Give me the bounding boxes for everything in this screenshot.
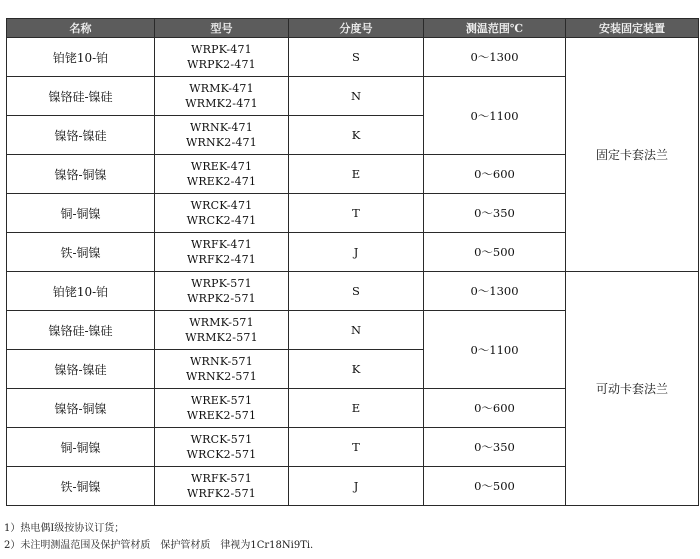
cell-name: 铜-铜镍 bbox=[7, 428, 155, 467]
cell-graduation: E bbox=[289, 389, 424, 428]
cell-mounting: 可动卡套法兰 bbox=[566, 272, 699, 506]
model-line: WREK2-571 bbox=[186, 409, 257, 422]
header-name: 名称 bbox=[7, 19, 155, 38]
model-line: WRPK2-471 bbox=[187, 58, 256, 71]
cell-name: 铁-铜镍 bbox=[7, 233, 155, 272]
model-line: WRNK-471 bbox=[190, 121, 253, 134]
model-line: WRMK2-471 bbox=[185, 97, 258, 110]
model-line: WREK-471 bbox=[190, 160, 253, 173]
table-row bbox=[7, 38, 699, 77]
model-line: WRCK2-571 bbox=[186, 448, 257, 461]
model-line: WRNK2-571 bbox=[186, 370, 257, 383]
cell-range: 0～350 bbox=[424, 428, 566, 467]
model-line: WRMK-571 bbox=[189, 316, 254, 329]
cell-name: 镍铬硅-镍硅 bbox=[7, 311, 155, 350]
cell-range: 0～600 bbox=[424, 389, 566, 428]
footnotes bbox=[4, 520, 313, 554]
cell-model bbox=[155, 38, 289, 77]
model-line: WRPK-471 bbox=[191, 43, 252, 56]
cell-name: 铁-铜镍 bbox=[7, 467, 155, 506]
cell-graduation: S bbox=[289, 272, 424, 311]
table-header-row bbox=[7, 19, 699, 38]
cell-mounting: 固定卡套法兰 bbox=[566, 38, 699, 272]
footnote-1: 1）热电偶I级按协议订货； bbox=[4, 523, 125, 534]
cell-graduation: N bbox=[289, 77, 424, 116]
model-line: WRFK-571 bbox=[191, 472, 252, 485]
cell-model bbox=[155, 350, 289, 389]
cell-graduation: S bbox=[289, 38, 424, 77]
cell-model bbox=[155, 116, 289, 155]
model-line: WRCK2-471 bbox=[186, 214, 257, 227]
cell-name: 铂铑10-铂 bbox=[7, 272, 155, 311]
cell-name: 镍铬硅-镍硅 bbox=[7, 77, 155, 116]
table-row bbox=[7, 272, 699, 311]
cell-name: 铜-铜镍 bbox=[7, 194, 155, 233]
cell-name: 铂铑10-铂 bbox=[7, 38, 155, 77]
cell-graduation: J bbox=[289, 233, 424, 272]
cell-graduation: K bbox=[289, 116, 424, 155]
cell-model bbox=[155, 155, 289, 194]
cell-model bbox=[155, 467, 289, 506]
cell-model bbox=[155, 272, 289, 311]
cell-range: 0～1300 bbox=[424, 272, 566, 311]
header-graduation: 分度号 bbox=[289, 19, 424, 38]
cell-name: 镍铬-镍硅 bbox=[7, 116, 155, 155]
cell-model bbox=[155, 233, 289, 272]
model-line: WRPK-571 bbox=[191, 277, 252, 290]
model-line: WRCK-471 bbox=[190, 199, 253, 212]
model-line: WRCK-571 bbox=[190, 433, 253, 446]
cell-name: 镍铬-铜镍 bbox=[7, 389, 155, 428]
header-model: 型号 bbox=[155, 19, 289, 38]
model-line: WRFK-471 bbox=[191, 238, 252, 251]
model-line: WREK-571 bbox=[190, 394, 253, 407]
footnote-2: 2）未注明测温范围及保护管材质 保护管材质 律视为1Cr18Ni9Ti. bbox=[4, 540, 314, 551]
cell-range: 0～1100 bbox=[424, 77, 566, 155]
model-line: WRFK2-571 bbox=[187, 487, 256, 500]
model-line: WREK2-471 bbox=[186, 175, 257, 188]
cell-graduation: J bbox=[289, 467, 424, 506]
cell-range: 0～350 bbox=[424, 194, 566, 233]
cell-name: 镍铬-铜镍 bbox=[7, 155, 155, 194]
cell-graduation: E bbox=[289, 155, 424, 194]
model-line: WRMK-471 bbox=[189, 82, 254, 95]
cell-range: 0～500 bbox=[424, 233, 566, 272]
thermocouple-spec-table bbox=[6, 18, 699, 506]
model-line: WRNK-571 bbox=[190, 355, 253, 368]
cell-model bbox=[155, 428, 289, 467]
model-line: WRNK2-471 bbox=[186, 136, 257, 149]
cell-range: 0～1100 bbox=[424, 311, 566, 389]
spec-table-container bbox=[6, 18, 698, 506]
cell-graduation: T bbox=[289, 194, 424, 233]
cell-model bbox=[155, 194, 289, 233]
cell-name: 镍铬-镍硅 bbox=[7, 350, 155, 389]
header-mounting: 安装固定装置 bbox=[566, 19, 699, 38]
cell-graduation: K bbox=[289, 350, 424, 389]
model-line: WRPK2-571 bbox=[187, 292, 256, 305]
model-line: WRMK2-571 bbox=[185, 331, 258, 344]
cell-model bbox=[155, 389, 289, 428]
cell-graduation: N bbox=[289, 311, 424, 350]
cell-model bbox=[155, 77, 289, 116]
cell-range: 0～600 bbox=[424, 155, 566, 194]
cell-graduation: T bbox=[289, 428, 424, 467]
model-line: WRFK2-471 bbox=[187, 253, 256, 266]
header-temp-range: 测温范围℃ bbox=[424, 19, 566, 38]
cell-range: 0～1300 bbox=[424, 38, 566, 77]
cell-range: 0～500 bbox=[424, 467, 566, 506]
cell-model bbox=[155, 311, 289, 350]
